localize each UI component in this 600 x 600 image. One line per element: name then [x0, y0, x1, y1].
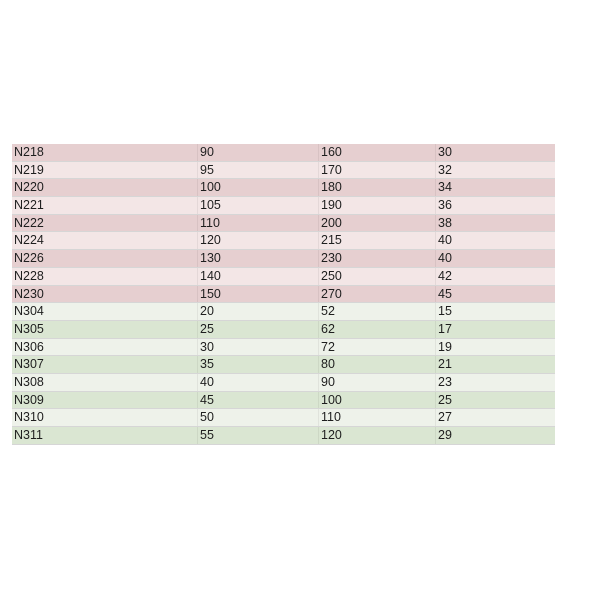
table-cell[interactable]: 19: [435, 339, 555, 356]
table-cell[interactable]: 110: [197, 215, 318, 232]
table-cell[interactable]: 100: [318, 392, 435, 409]
table-cell[interactable]: 40: [435, 250, 555, 267]
table-cell[interactable]: 230: [318, 250, 435, 267]
table-cell[interactable]: 55: [197, 427, 318, 444]
table-cell[interactable]: 17: [435, 321, 555, 338]
table-cell[interactable]: 120: [197, 232, 318, 249]
table-cell[interactable]: N309: [14, 392, 44, 407]
table-row: [12, 427, 555, 445]
table-cell[interactable]: 110: [318, 409, 435, 426]
table-row: [12, 162, 555, 180]
table-cell[interactable]: 90: [318, 374, 435, 391]
table-cell[interactable]: 40: [435, 232, 555, 249]
table-row: [12, 250, 555, 268]
table-cell[interactable]: 150: [197, 286, 318, 303]
table-cell[interactable]: 45: [435, 286, 555, 303]
table-cell[interactable]: 40: [197, 374, 318, 391]
table-cell[interactable]: 130: [197, 250, 318, 267]
table-cell[interactable]: 30: [435, 144, 555, 161]
table-row: [12, 232, 555, 250]
table-cell[interactable]: 105: [197, 197, 318, 214]
table-cell[interactable]: N228: [14, 268, 44, 283]
table-cell[interactable]: 95: [197, 162, 318, 179]
table-cell[interactable]: 170: [318, 162, 435, 179]
table-cell[interactable]: 160: [318, 144, 435, 161]
table-cell[interactable]: N230: [14, 286, 44, 301]
table-cell[interactable]: N220: [14, 180, 44, 195]
table-row: [12, 144, 555, 162]
table-cell[interactable]: N224: [14, 233, 44, 248]
table-cell[interactable]: N307: [14, 357, 44, 372]
table-row: [12, 392, 555, 410]
table-cell[interactable]: N308: [14, 374, 44, 389]
table-cell[interactable]: N222: [14, 215, 44, 230]
table-cell[interactable]: 35: [197, 356, 318, 373]
table-cell[interactable]: 90: [197, 144, 318, 161]
table-cell[interactable]: 215: [318, 232, 435, 249]
table-cell[interactable]: 32: [435, 162, 555, 179]
table-cell[interactable]: 190: [318, 197, 435, 214]
table-row: [12, 286, 555, 304]
table-cell[interactable]: N221: [14, 198, 44, 213]
table-cell[interactable]: 62: [318, 321, 435, 338]
table-cell[interactable]: 36: [435, 197, 555, 214]
table-row: [12, 179, 555, 197]
table-cell[interactable]: 29: [435, 427, 555, 444]
table-cell[interactable]: 23: [435, 374, 555, 391]
table-cell[interactable]: 20: [197, 303, 318, 320]
table-cell[interactable]: 30: [197, 339, 318, 356]
table-cell[interactable]: 21: [435, 356, 555, 373]
table-cell[interactable]: N226: [14, 251, 44, 266]
table-cell[interactable]: N306: [14, 339, 44, 354]
table-cell[interactable]: 200: [318, 215, 435, 232]
table-cell[interactable]: 80: [318, 356, 435, 373]
table-row: [12, 356, 555, 374]
table-cell[interactable]: 52: [318, 303, 435, 320]
table-cell[interactable]: 120: [318, 427, 435, 444]
table-cell[interactable]: 100: [197, 179, 318, 196]
table-cell[interactable]: 72: [318, 339, 435, 356]
table-row: [12, 374, 555, 392]
table-cell[interactable]: N219: [14, 162, 44, 177]
table-row: [12, 321, 555, 339]
table-cell[interactable]: 50: [197, 409, 318, 426]
table-row: [12, 268, 555, 286]
table-cell[interactable]: 140: [197, 268, 318, 285]
table-cell[interactable]: 25: [435, 392, 555, 409]
table-row: [12, 339, 555, 357]
bearing-table: [12, 144, 555, 445]
table-row: [12, 197, 555, 215]
table-row: [12, 215, 555, 233]
table-row: [12, 409, 555, 427]
table-cell[interactable]: 38: [435, 215, 555, 232]
table-cell[interactable]: N304: [14, 304, 44, 319]
table-cell[interactable]: N218: [14, 145, 44, 159]
table-cell[interactable]: N310: [14, 410, 44, 425]
table-row: [12, 303, 555, 321]
table-cell[interactable]: 270: [318, 286, 435, 303]
table-cell[interactable]: 34: [435, 179, 555, 196]
table-cell[interactable]: 45: [197, 392, 318, 409]
table-cell[interactable]: N305: [14, 321, 44, 336]
table-cell[interactable]: 42: [435, 268, 555, 285]
table-cell[interactable]: 27: [435, 409, 555, 426]
table-cell[interactable]: N311: [14, 428, 43, 442]
table-cell[interactable]: 25: [197, 321, 318, 338]
table-cell[interactable]: 250: [318, 268, 435, 285]
table-cell[interactable]: 15: [435, 303, 555, 320]
table-cell[interactable]: 180: [318, 179, 435, 196]
